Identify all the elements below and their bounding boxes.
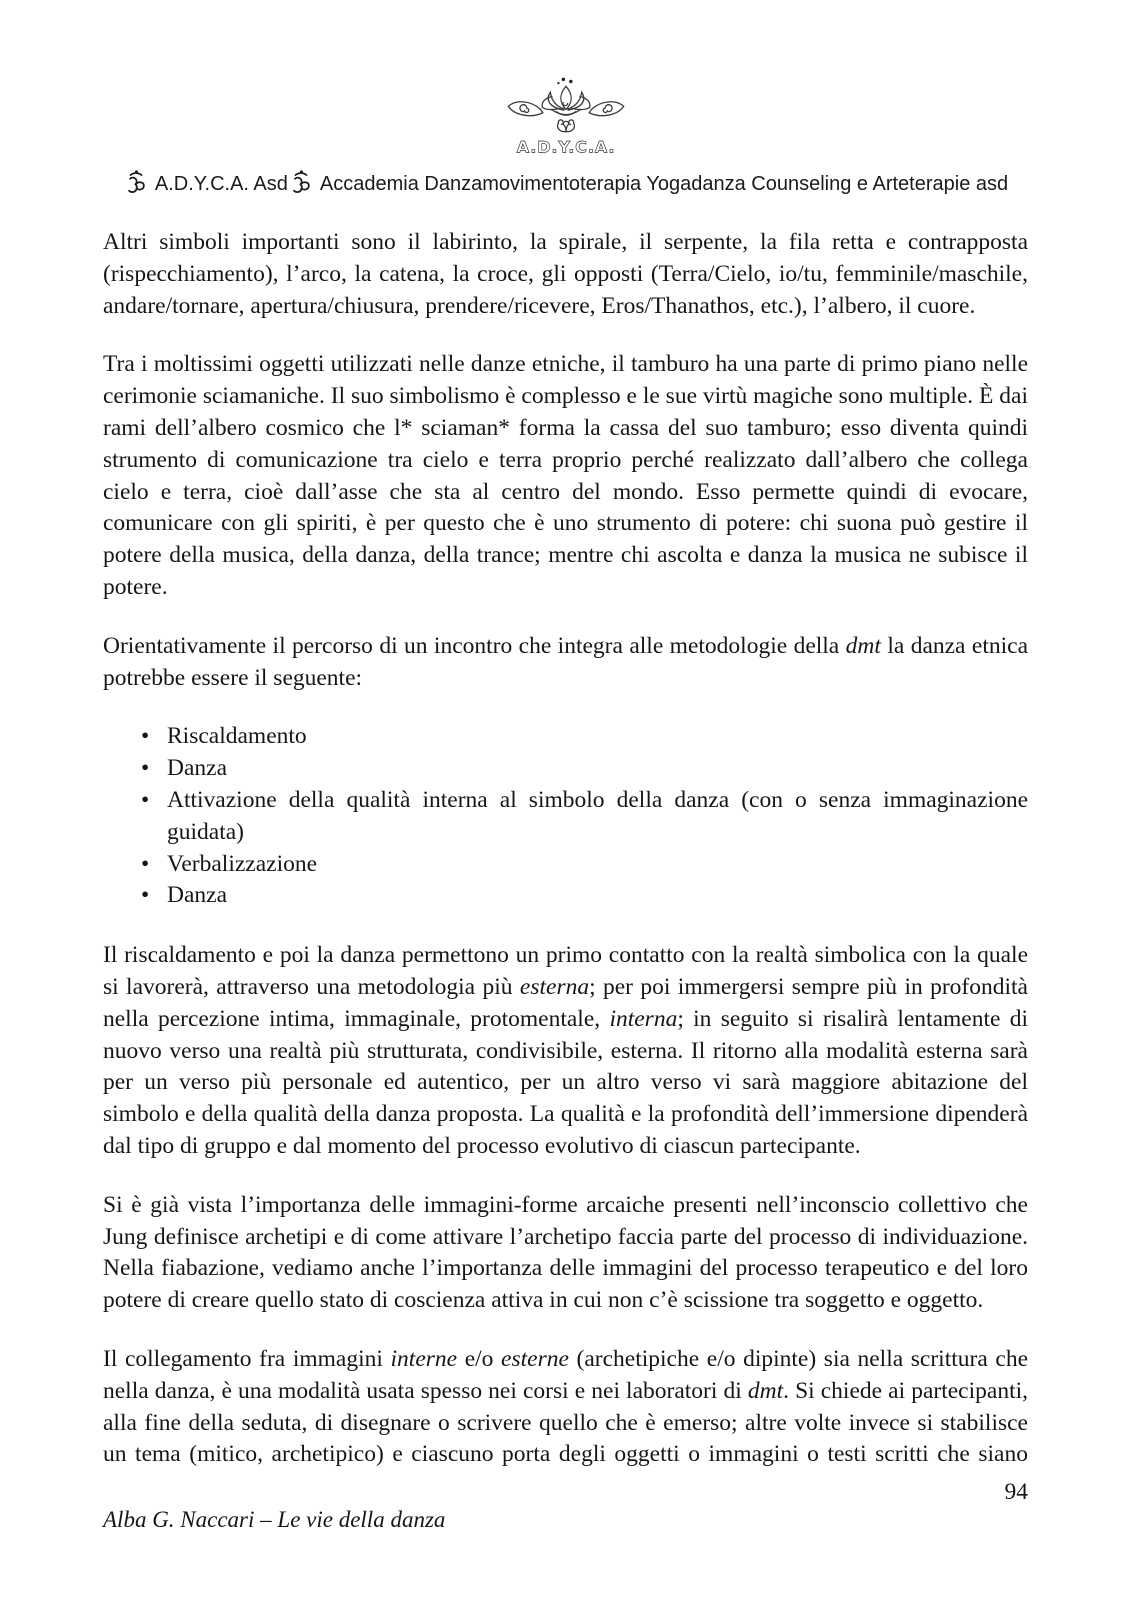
paragraph-archetypes: Si è già vista l’importanza delle immagini-forme arcaiche presenti nell’inconscio collettivo che Jung definisce archetipi e di come attivare l’archetipo faccia parte del processo di individuazione. Nella fiabazione, vediamo anche l’importanza delle immagini del processo terapeutico e del loro potere di creare quello stato di coscienza attiva in cui non c’è scissione tra soggetto e oggetto. bbox=[103, 1191, 1028, 1314]
paragraph-symbols: Altri simboli importanti sono il labirinto, la spirale, il serpente, la fila retta e contrapposta (rispecchiamento), l’arco, la catena, la croce, gli opposti (Terra/Cielo, io/tu, femminile/maschile, andare/tornare, apertura/chiusura, prendere/ricevere, Eros/Thanathos, etc.), l’albero, il cuore. bbox=[103, 229, 1028, 319]
body-text bbox=[103, 227, 1028, 1471]
paragraph-drum: Tra i moltissimi oggetti utilizzati nelle danze etniche, il tamburo ha una parte di primo piano nelle cerimonie sciamaniche. Il suo simbolismo è complesso e le sue virtù magiche sono multiple. È dai rami dell’albero cosmico che l* sciaman* forma la cassa del suo tamburo; esso diventa quindi strumento di comunicazione tra cielo e terra proprio perché realizzato dall’albero che collega cielo e terra, cioè dall’asse che sta al centro del mondo. Esso permette quindi di evocare, comunicare con gli spiriti, è per questo che è uno strumento di potere: chi suona può gestire il potere della musica, della danza, della trance; mentre chi ascolta e danza la musica ne subisce il potere. bbox=[103, 351, 1028, 600]
step-item: • Attivazione della qualità interna al simbolo della danza (con o senza immaginazione guidata) bbox=[167, 785, 1028, 849]
om-icon bbox=[124, 169, 148, 194]
footer-book-title: Alba G. Naccari – Le vie della danza bbox=[103, 1507, 446, 1533]
step-item: • Danza bbox=[167, 880, 1028, 912]
org-name-left: A.D.Y.C.A. Asd bbox=[154, 173, 288, 195]
logo-block bbox=[0, 0, 1132, 165]
paragraph-images-link: Il collegamento fra immagini interne e/o esterne (archetipiche e/o dipinte) sia nella scrittura che nella danza, è una modalità usata spesso nei corsi e nei laboratori di dmt. Si chiede ai partecipanti, alla fine della seduta, di disegnare o scrivere quello che è emerso; altre volte invece si stabilisce un tema (mitico, archetipico) e ciascuno porta degli oggetti o immagini o testi scritti che siano bbox=[103, 1345, 1028, 1468]
om-icon bbox=[289, 169, 313, 194]
step-item: • Danza bbox=[167, 753, 1028, 785]
org-header-line bbox=[0, 169, 1132, 196]
paragraph-warmup: Il riscaldamento e poi la danza permettono un primo contatto con la realtà simbolica con la quale si lavorerà, attraverso una metodologia più esterna; per poi immergersi sempre più in profondità nella percezione intima, immaginale, protomentale, interna; in seguito si risalirà lentamente di nuovo verso una realtà più strutturata, condivisibile, esterna. Il ritorno alla modalità esterna sarà per un verso più personale ed autentico, per un altro verso vi sarà maggiore abitazione del simbolo e della qualità della danza proposta. La qualità e la profondità dell’immersione dipenderà dal tipo di gruppo e dal momento del processo evolutivo di ciascun partecipante. bbox=[103, 942, 1028, 1159]
logo-acronym: A.D.Y.C.A. bbox=[516, 137, 616, 157]
page-number: 94 bbox=[1004, 1479, 1028, 1506]
lotus-flower-icon bbox=[504, 72, 628, 160]
paragraph-intro-steps: Orientativamente il percorso di un incontro che integra alle metodologie della dmt la danza etnica potrebbe essere il seguente: bbox=[103, 632, 1028, 691]
step-item: • Verbalizzazione bbox=[167, 849, 1028, 881]
step-item: • Riscaldamento bbox=[167, 721, 1028, 753]
method-steps-list bbox=[103, 721, 1028, 912]
org-name-right: Accademia Danzamovimentoterapia Yogadanza Counseling e Arteterapie asd bbox=[319, 173, 1009, 195]
